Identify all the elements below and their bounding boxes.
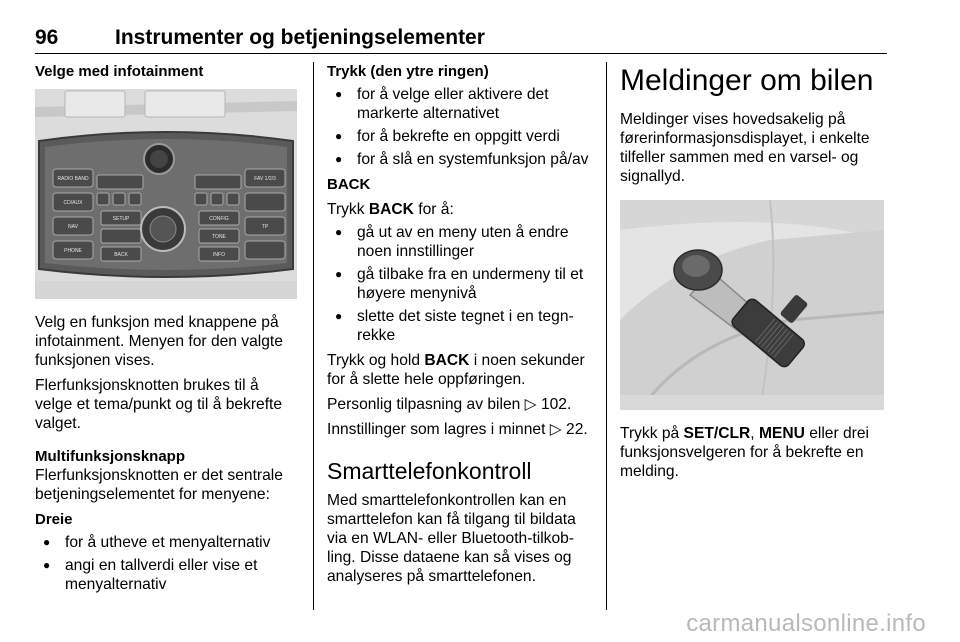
cross-reference[interactable]: Personlig tilpasning av bilen ▷ 102. (327, 396, 572, 413)
panel-label-nav: NAV (68, 224, 78, 230)
paragraph: Trykk og hold BACK i noen sekunder for å slette hele oppføringen. (327, 352, 585, 388)
column-divider-2 (606, 62, 607, 610)
list-item: ● for å utheve et menyalternativ (35, 533, 297, 552)
panel-label-radio: RADIO BAND (57, 176, 89, 182)
paragraph: Flerfunksjonsknotten brukes til å velge et tema/punkt og til å bekrefte valget. (35, 377, 283, 432)
list-item: ● angi en tallverdi eller vise et menyalternativ (35, 556, 297, 594)
paragraph: Meldinger vises hovedsakelig på førerinformasjonsdisplayet, i enkelte tilfeller sammen med en varsel- og signallyd. (620, 111, 870, 185)
paragraph: Med smarttelefonkontrollen kan en smarttelefon kan få tilgang til bildata via en WLAN- eller Bluetooth-tilkob-ling. Disse dataene kan så vises og analyseres på smarttelefonen. (327, 492, 576, 585)
column-2 (327, 62, 593, 586)
list-item: ● for å velge eller aktivere det markerte alternativet (327, 85, 593, 123)
list-item: ● for å slå en systemfunksjon på/av (327, 150, 593, 169)
page-header (35, 24, 887, 54)
list-item: ● gå ut av en meny uten å endre noen innstillinger (327, 223, 593, 261)
turn-signal-lever-illustration (620, 200, 884, 410)
section-heading-smartphone: Smarttelefonkontroll (327, 458, 532, 484)
panel-label-back: BACK (114, 252, 128, 258)
turn-signal-lever-image (620, 200, 884, 410)
panel-label-info: INFO (213, 252, 225, 258)
panel-label-fav: FAV 1/2/3 (254, 176, 276, 182)
subheading-multifunction: Multifunksjonsknapp (35, 448, 185, 465)
list-item: ● gå tilbake fra en undermeny til et høyere menynivå (327, 265, 593, 303)
column-1 (35, 62, 297, 594)
panel-label-tp: TP (261, 224, 269, 230)
column-divider-1 (313, 62, 314, 610)
section-heading-vehicle-messages: Meldinger om bilen (620, 64, 874, 97)
panel-label-phone: PHONE (64, 248, 82, 254)
cross-reference[interactable]: Innstillinger som lagres i minnet ▷ 22. (327, 421, 588, 438)
panel-label-setup: SETUP (112, 216, 130, 222)
panel-label-config: CONFIG (209, 216, 229, 222)
section-title: Velge med infotainment (35, 63, 204, 80)
panel-label-cd-aux: CD/AUX (63, 200, 83, 206)
list-item: ● slette det siste tegnet i en tegn-rekke (327, 307, 593, 345)
page-number: 96 (35, 26, 59, 49)
bullet-list (327, 223, 593, 345)
paragraph: Velg en funksjon med knappene på infotainment. Menyen for den valgte funksjonen vises. (35, 314, 283, 369)
watermark: carmanualsonline.info (686, 610, 926, 637)
paragraph: Trykk på SET/CLR, MENU eller drei funksjonsvelgeren for å bekrefte en melding. (620, 425, 869, 480)
bullet-list (35, 533, 297, 594)
panel-label-tone: TONE (212, 234, 226, 240)
subheading-press: Trykk (den ytre ringen) (327, 63, 489, 80)
paragraph: Flerfunksjonsknotten er det sentrale betjeningselementet for menyene: (35, 467, 283, 503)
chapter-title: Instrumenter og betjeningselementer (115, 26, 485, 49)
infotainment-panel-illustration (35, 89, 297, 299)
bullet-list (327, 85, 593, 169)
subheading-turn: Dreie (35, 511, 73, 528)
infotainment-panel-image (35, 89, 297, 299)
paragraph: Trykk BACK for å: (327, 201, 454, 218)
column-3 (620, 62, 886, 481)
subheading-back: BACK (327, 176, 371, 193)
list-item: ● for å bekrefte en oppgitt verdi (327, 127, 593, 146)
